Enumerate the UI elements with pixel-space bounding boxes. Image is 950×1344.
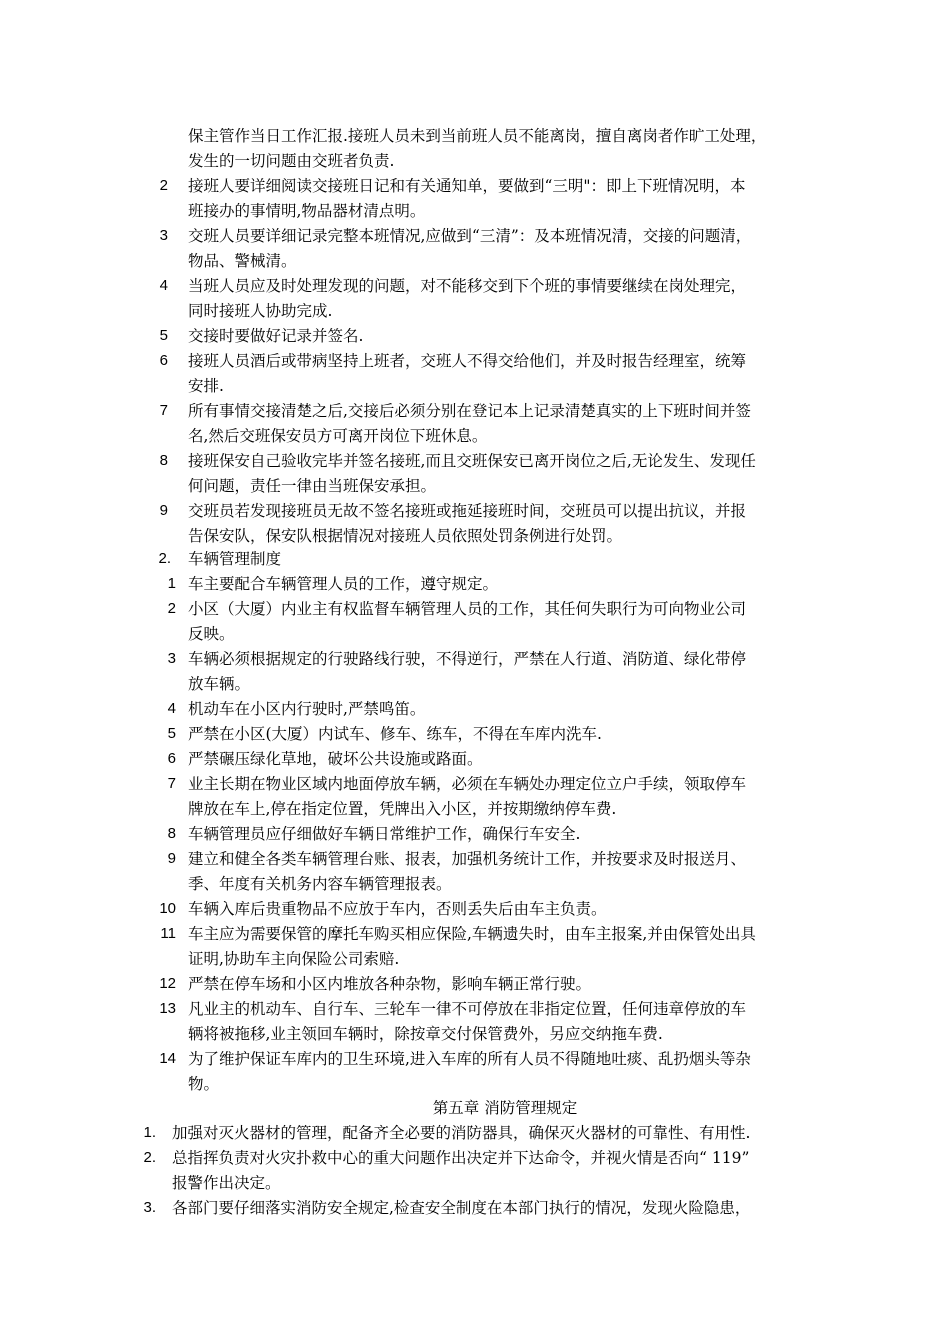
item-text-line: 物。	[188, 1075, 220, 1093]
section-number: 2.	[158, 550, 171, 567]
item-number: 5	[167, 725, 176, 742]
item-number: 11	[160, 925, 176, 942]
item-text-line: 物品、警械清。	[188, 252, 297, 270]
item-number: 8	[159, 452, 168, 469]
item-number: 3	[167, 650, 176, 667]
section-title: 车辆管理制度	[188, 550, 282, 568]
item-text-line: 严禁碾压绿化草地，破坏公共设施或路面。	[188, 750, 483, 768]
item-text-line: 季、年度有关机务内容车辆管理报表。	[188, 875, 452, 893]
item-text-line: 反映。	[188, 625, 235, 643]
vehicle-rule-item	[128, 772, 918, 822]
item-text-line: 加强对灭火器材的管理，配备齐全必要的消防器具，确保灭火器材的可靠性、有用性.	[172, 1124, 751, 1142]
fire-rule-item	[120, 1196, 920, 1221]
item-number: 1.	[143, 1124, 156, 1141]
item-number: 7	[159, 402, 168, 419]
item-number: 7	[167, 775, 176, 792]
item-text-line: 同时接班人协助完成.	[188, 302, 333, 320]
item-text-line: 车主要配合车辆管理人员的工作，遵守规定。	[188, 575, 499, 593]
vehicle-rule-item	[128, 822, 918, 847]
item-number: 5	[159, 327, 168, 344]
item-text-line: 证明,协助车主向保险公司索赔.	[188, 950, 400, 968]
item-text-line: 告保安队，保安队根据情况对接班人员依照处罚条例进行处罚。	[188, 527, 623, 545]
vehicle-rule-item	[128, 597, 918, 647]
item-text-line: 所有事情交接清楚之后,交接后必须分别在登记本上记录清楚真实的上下班时间并签	[188, 402, 751, 420]
item-text-line: 当班人员应及时处理发现的问题，对不能移交到下个班的事情要继续在岗处理完，	[188, 277, 747, 295]
vehicle-rule-item	[128, 847, 918, 897]
item-number: 12	[159, 975, 176, 992]
item-text-line: 放车辆。	[188, 675, 251, 693]
vehicle-rule-item	[128, 697, 918, 722]
item-text-line: 班接办的事情明,物品器材清点明。	[188, 202, 426, 220]
item-number: 6	[159, 352, 168, 369]
item-number: 2	[159, 177, 168, 194]
item-number: 6	[167, 750, 176, 767]
vehicle-rule-item	[128, 1047, 918, 1097]
vehicle-rule-item	[128, 897, 918, 922]
item-text-line: 各部门要仔细落实消防安全规定,检查安全制度在本部门执行的情况，发现火险隐患，	[172, 1199, 751, 1217]
item-text-line: 交接时要做好记录并签名.	[188, 327, 364, 345]
chapter-heading: 第五章 消防管理规定	[432, 1099, 578, 1117]
handover-item	[128, 499, 918, 549]
item-number: 4	[167, 700, 176, 717]
vehicle-rule-item	[128, 647, 918, 697]
vehicle-rule-item	[128, 997, 918, 1047]
item-text-line: 机动车在小区内行驶时,严禁鸣笛。	[188, 700, 426, 718]
item-number: 14	[159, 1050, 176, 1067]
item-text-line: 为了维护保证车库内的卫生环境,进入车库的所有人员不得随地吐痰、乱扔烟头等杂	[188, 1050, 751, 1068]
item-text-line: 交班员若发现接班员无故不签名接班或拖延接班时间，交班员可以提出抗议，并报	[188, 502, 747, 520]
item-number: 10	[159, 900, 176, 917]
item-text-line: 接班人员酒后或带病坚持上班者，交班人不得交给他们，并及时报告经理室，统筹	[188, 352, 747, 370]
item-number: 4	[159, 277, 168, 294]
item-number: 3.	[143, 1199, 156, 1216]
intro-line: 发生的一切问题由交班者负责.	[188, 152, 395, 170]
item-text-line: 接班保安自己验收完毕并签名接班,而且交班保安已离开岗位之后,无论发生、发现任	[188, 452, 756, 470]
item-text-line: 牌放在车上,停在指定位置，凭牌出入小区，并按期缴纳停车费.	[188, 800, 617, 818]
handover-item	[128, 349, 918, 399]
item-text-line: 辆将被拖移,业主领回车辆时，除按章交付保管费外，另应交纳拖车费.	[188, 1025, 663, 1043]
item-text-line: 车辆管理员应仔细做好车辆日常维护工作，确保行车安全.	[188, 825, 581, 843]
handover-item	[128, 324, 918, 349]
item-number: 9	[167, 850, 176, 867]
item-number: 8	[167, 825, 176, 842]
intro-line: 保主管作当日工作汇报.接班人员未到当前班人员不能离岗，擅自离岗者作旷工处理，	[188, 127, 767, 145]
item-text-line: 车主应为需要保管的摩托车购买相应保险,车辆遗失时，由车主报案,并由保管处出具	[188, 925, 756, 943]
fire-rule-item	[120, 1146, 920, 1196]
vehicle-rule-item	[128, 922, 918, 972]
item-text-line: 交班人员要详细记录完整本班情况,应做到“三清”：及本班情况清，交接的问题清，	[188, 227, 752, 245]
item-text-line: 车辆必须根据规定的行驶路线行驶，不得逆行，严禁在人行道、消防道、绿化带停	[188, 650, 747, 668]
vehicle-rule-item	[128, 747, 918, 772]
item-text-line: 严禁在小区(大厦）内试车、修车、练车，不得在车库内洗车.	[188, 725, 602, 743]
item-text-line: 凡业主的机动车、自行车、三轮车一律不可停放在非指定位置，任何违章停放的车	[188, 1000, 747, 1018]
item-number: 3	[159, 227, 168, 244]
item-text-line: 车辆入库后贵重物品不应放于车内，否则丢失后由车主负责。	[188, 900, 607, 918]
handover-item	[128, 274, 918, 324]
handover-item	[128, 449, 918, 499]
item-text-line: 业主长期在物业区域内地面停放车辆，必须在车辆处办理定位立户手续，领取停车	[188, 775, 747, 793]
item-number: 2	[167, 600, 176, 617]
item-text-line: 何问题，责任一律由当班保安承担。	[188, 477, 437, 495]
item-text-line: 严禁在停车场和小区内堆放各种杂物，影响车辆正常行驶。	[188, 975, 592, 993]
vehicle-rule-item	[128, 572, 918, 597]
item-text-line: 名,然后交班保安员方可离开岗位下班休息。	[188, 427, 488, 445]
fire-rule-item	[120, 1121, 920, 1146]
vehicle-rule-item	[128, 972, 918, 997]
item-text-line: 接班人要详细阅读交接班日记和有关通知单，要做到“三明"：即上下班情况明，本	[188, 177, 746, 195]
item-number: 9	[159, 502, 168, 519]
item-text-line: 安排.	[188, 377, 224, 395]
item-number: 1	[167, 575, 176, 592]
item-text-line: 小区（大厦）内业主有权监督车辆管理人员的工作，其任何失职行为可向物业公司	[188, 600, 747, 618]
handover-item	[128, 174, 918, 224]
item-text-line: 总指挥负责对火灾扑救中心的重大问题作出决定并下达命令，并视火情是否向“ 119”	[172, 1149, 750, 1167]
item-text-line: 建立和健全各类车辆管理台账、报表，加强机务统计工作，并按要求及时报送月、	[188, 850, 747, 868]
handover-item	[128, 399, 918, 449]
item-text-line: 报警作出决定。	[172, 1174, 281, 1192]
item-number: 13	[159, 1000, 176, 1017]
handover-item	[128, 224, 918, 274]
item-number: 2.	[143, 1149, 156, 1166]
vehicle-rule-item	[128, 722, 918, 747]
